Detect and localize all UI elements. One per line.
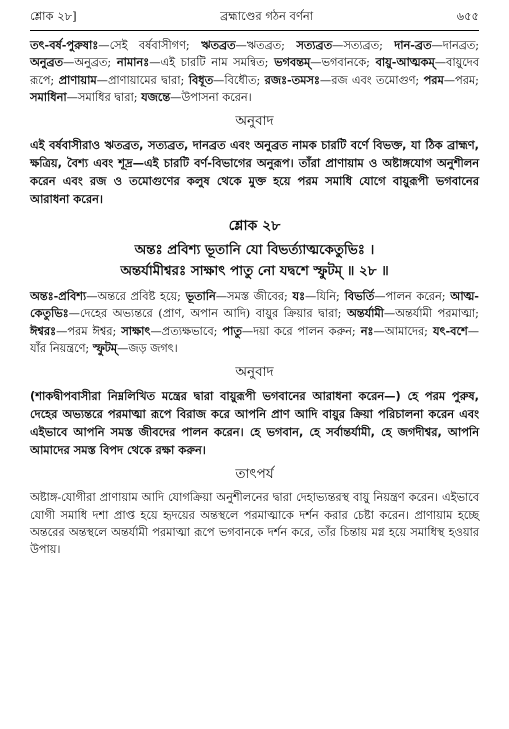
synonym-meaning: —যিনি; <box>305 290 345 304</box>
synonym-term: পরম <box>423 72 444 87</box>
synonym-term: ভগবন্তম্ <box>274 55 311 70</box>
synonym-term: ঈশ্বরঃ <box>30 323 57 338</box>
synonym-term: সত্যব্রত <box>296 38 333 52</box>
synonym-meaning: —সমাধির দ্বারা; <box>66 90 142 104</box>
synonym-term: ঋতব্রত <box>201 38 236 52</box>
synonym-meaning: —দানব্রত; <box>431 39 480 52</box>
synonym-term: বিভর্তি <box>344 289 375 304</box>
synonym-meaning: —অনুব্রত; <box>63 56 117 70</box>
synonyms-verse <box>30 288 479 357</box>
synonym-meaning: —দেহের অভ্যন্তরে (প্রাণ, অপান আদি) বায়ুর ক্রিয়ার দ্বারা; <box>68 307 347 321</box>
synonyms-top <box>30 37 479 106</box>
synonym-meaning: —ঋতব্রত; <box>235 39 297 52</box>
synonym-term: অন্তঃ-প্রবিশ্য <box>30 289 87 304</box>
synonym-meaning: —যাঁর নিয়ন্ত্রণে; <box>30 324 479 356</box>
synonym-term: নামানঃ <box>116 55 150 70</box>
translation-2: (শাকদ্বীপবাসীরা নিম্নলিখিত মন্ত্রের দ্বারা বায়ুরূপী ভগবানের আরাধনা করেন—) হে পরম পুরুষ, দেহের অভ্যন্তরে পরমাত্মা রূপে বিরাজ করে আপনি প্রাণ আদি বায়ুর ক্রিয়া পরিচালনা করেন এবং এইভাবে আপনি সমস্ত জীবদের পালন করেন। হে ভগবান, হে সর্বান্তর্যামী, হে জগদীশ্বর, আপনি আমাদের সমস্ত বিপদ থেকে রক্ষা করুন। <box>30 389 479 458</box>
synonym-term: যজন্তে <box>141 89 171 104</box>
synonym-term: বিধূত <box>188 72 214 87</box>
synonym-meaning: —অন্তরে প্রবিষ্ট হয়ে; <box>86 290 186 304</box>
synonym-meaning: —আমাদের; <box>373 324 433 338</box>
synonym-meaning: —সমস্ত জীবের; <box>215 290 293 304</box>
synonym-meaning: —সত্যব্রত; <box>332 39 395 52</box>
synonym-meaning: —বায়ুদেব রূপে; <box>30 56 480 87</box>
synonym-meaning: —ভগবানকে; <box>310 56 376 70</box>
synonym-term: যঃ <box>292 289 306 304</box>
synonym-term: অনুব্রত <box>30 55 64 70</box>
synonym-meaning: —রজ এবং তমোগুণ; <box>319 73 424 87</box>
translation-1: এই বর্ষবাসীরাও ঋতব্রত, সত্যব্রত, দানব্রত এবং অনুব্রত নামক চারটি বর্ণে বিভক্ত, যা ঠিক ব্রাহ্মণ, ক্ষত্রিয়, বৈশ্য এবং শূদ্র—এই চারটি বর্ণ-বিভাগের অনুরূপ। তাঁরা প্রাণায়াম ও অষ্টাঙ্গযোগ অনুশীলন করেন এবং রজ ও তমোগুণের কলুষ থেকে মুক্ত হয়ে পরম সমাধি যোগে বায়ুরূপী ভগবানের আরাধনা করেন। <box>30 138 479 207</box>
synonym-meaning: —দয়া করে পালন করুন; <box>241 324 361 338</box>
verse-title: শ্লোক ২৮ <box>228 218 281 235</box>
synonym-meaning: —প্রাণায়ামের দ্বারা; <box>96 73 189 87</box>
synonym-meaning: —জড় জগৎ। <box>117 342 178 356</box>
synonym-term: পাতু <box>222 323 242 338</box>
synonym-meaning: —সেই বর্ষবাসীগণ; <box>98 39 202 52</box>
synonym-term: সাক্ষাৎ <box>121 323 151 338</box>
synonym-meaning: —পরম ঈশ্বর; <box>56 324 122 338</box>
running-header <box>30 8 479 31</box>
synonym-meaning: —প্রত্যক্ষভাবে; <box>150 324 223 338</box>
synonym-term: তৎ-বর্ষ-পুরুষাঃ <box>30 38 99 52</box>
synonym-term: প্রাণায়াম <box>58 72 97 87</box>
synonym-term: বায়ু-আত্মকম্ <box>375 55 435 70</box>
purport-heading: তাৎপর্য <box>235 466 274 483</box>
synonym-meaning: —এই চারটি নাম সমন্বিত; <box>149 56 275 70</box>
verse-line-2: অন্তর্যামীশ্বরঃ সাক্ষাৎ পাতু নো যদ্বশে স্ফুটম্ ॥ ২৮ ॥ <box>120 263 389 280</box>
header-chapter-title: ব্রহ্মাণ্ডের গঠন বর্ণনা <box>220 9 314 23</box>
synonym-term: অন্তর্যামী <box>347 306 384 321</box>
synonym-term: নঃ <box>360 323 374 338</box>
purport-text: অষ্টাঙ্গ-যোগীরা প্রাণায়াম আদি যোগক্রিয়া অনুশীলনের দ্বারা দেহাভ্যন্তরস্থ বায়ু নিয়ন্ত্রণ করেন। এইভাবে যোগী সমাধি দশা প্রাপ্ত হয়ে হৃদয়ের অন্তস্থলে পরমাত্মাকে দর্শন করার চেষ্টা করেন। প্রাণায়াম হচ্ছে অন্তরের অন্তস্থলে অন্তর্যামী পরমাত্মা রূপে ভগবানকে দর্শন করে, তাঁর চিন্তায় মগ্ন হয়ে সমাধিস্থ হওয়ার উপায়। <box>30 491 479 557</box>
page-number: ৬৫৫ <box>456 9 479 23</box>
synonym-meaning: —বিধৌত; <box>213 73 265 87</box>
synonym-meaning: —উপাসনা করেন। <box>170 90 252 104</box>
synonym-term: ভূতানি <box>185 289 216 304</box>
synonym-term: আত্ম-কেতুভিঃ <box>30 289 479 321</box>
translation-heading-2: অনুবাদ <box>235 364 274 381</box>
verse-line-1: অন্তঃ প্রবিশ্য ভূতানি যো বিভর্ত্যাত্মকেতুভিঃ । <box>134 242 375 259</box>
synonym-meaning: —অন্তর্যামী পরমাত্মা; <box>383 307 479 321</box>
synonym-term: সমাধিনা <box>30 89 67 104</box>
translation-heading-1: অনুবাদ <box>235 113 274 130</box>
header-verse-ref: শ্লোক ২৮] <box>30 9 77 23</box>
synonym-meaning: —পালন করেন; <box>374 290 451 304</box>
synonym-term: দান-ব্রত <box>394 38 432 52</box>
synonym-term: রজঃ-তমসঃ <box>264 72 320 87</box>
synonym-meaning: —পরম; <box>443 73 479 87</box>
synonym-term: যৎ-বশে <box>432 323 468 338</box>
synonym-term: স্ফুটম্ <box>92 341 118 356</box>
